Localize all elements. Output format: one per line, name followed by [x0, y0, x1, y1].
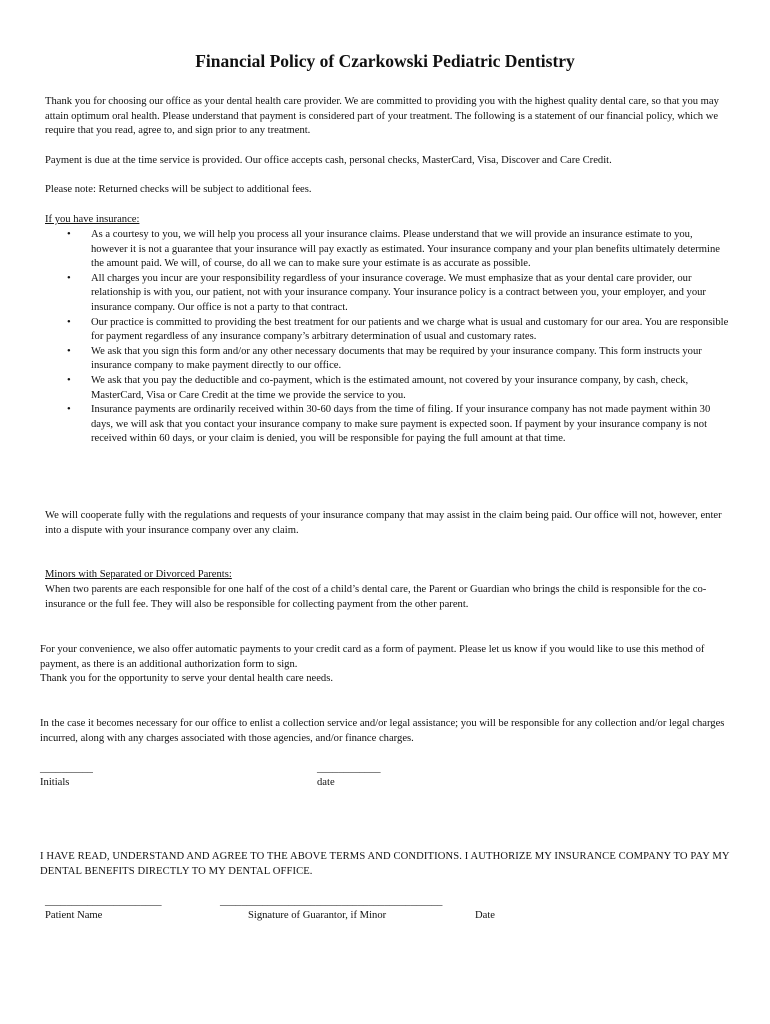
patient-name-label: Patient Name — [45, 910, 103, 921]
payment-due-paragraph: Payment is due at the time service is provided. Our office accepts cash, personal checks, MasterCard, Visa, Discover and Care Credit. — [45, 155, 612, 166]
cooperate-paragraph: We will cooperate fully with the regulations and requests of your insurance company that may assist in the claim being paid. Our office will not, however, enter into a dispute with your insurance company over any claim. — [45, 510, 722, 536]
signature-date-label: Date — [475, 910, 495, 921]
returned-checks-note: Please note: Returned checks will be subject to additional fees. — [45, 184, 312, 195]
guarantor-signature-label: Signature of Guarantor, if Minor — [248, 910, 387, 921]
page-title: Financial Policy of Czarkowski Pediatric Dentistry — [195, 51, 575, 71]
intro-paragraph: Thank you for choosing our office as your dental health care provider. We are committed to providing you with the highest quality dental care, so that you may attain optimum oral health. Please understand that payment is considered part of your treatment. The following is a statement of our financial policy, which we require that you read, agree to, and sign prior to any treatment. — [45, 96, 719, 137]
list-item-text: Our practice is committed to providing the best treatment for our patients and we charge what is usual and customary for our area. You are responsible for payment regardless of any insurance company’s arbitrary determination of usual and customary rates. — [91, 316, 729, 343]
bullet-icon: • — [67, 404, 71, 416]
initials-label: Initials — [40, 777, 70, 788]
bullet-icon: • — [67, 374, 71, 386]
thanks-line: Thank you for the opportunity to serve your dental health care needs. — [40, 673, 333, 684]
list-item — [45, 345, 730, 374]
agreement-statement: I HAVE READ, UNDERSTAND AND AGREE TO THE ABOVE TERMS AND CONDITIONS. I AUTHORIZE MY INSURANCE COMPANY TO PAY MY DENTAL BENEFITS DIRECTLY TO MY DENTAL OFFICE. — [40, 851, 730, 877]
list-item-text: Insurance payments are ordinarily received within 30-60 days from the time of filing. If your insurance company has not made payment within 30 days, we will ask that you contact your insurance company to make sure payment is expected soon. If payment by your insurance company is not received within 60 days, or your claim is denied, you will be responsible for paying the full amount at that time. — [91, 404, 711, 445]
minors-heading: Minors with Separated or Divorced Parents: — [45, 569, 232, 580]
collection-paragraph: In the case it becomes necessary for our office to enlist a collection service and/or legal assistance; you will be responsible for any collection and/or legal charges incurred, along with any charges associated with those agencies, and/or finance charges. — [40, 718, 725, 744]
list-item — [45, 374, 730, 403]
list-item-text: We ask that you sign this form and/or any other necessary documents that may be required by your insurance company. This form instructs your insurance company to make payment directly to our office. — [91, 345, 702, 372]
list-item-text: As a courtesy to you, we will help you process all your insurance claims. Please understand that we will provide an insurance estimate to you, however it is not a guarantee that your insurance will pay exactly as estimated. Your insurance company and your plan benefits ultimately determine the amount paid. We will, of course, do all we can to make sure your estimate is as accurate as possible. — [91, 229, 720, 270]
patient-name-line[interactable]: ______________________ — [45, 896, 162, 907]
minors-paragraph: When two parents are each responsible for one half of the cost of a child’s dental care, the Parent or Guardian who brings the child is responsible for the co-insurance or the full fee. They will also be responsible for collecting payment from the other parent. — [45, 584, 707, 610]
date-label: date — [317, 777, 335, 788]
initials-line[interactable]: __________ — [40, 763, 93, 774]
insurance-bullet-list — [45, 228, 730, 447]
bullet-icon: • — [67, 272, 71, 284]
insurance-heading: If you have insurance: — [45, 214, 140, 225]
date-line[interactable]: ____________ — [317, 763, 381, 774]
guarantor-signature-line[interactable]: __________________________________________ — [220, 896, 443, 907]
list-item-text: All charges you incur are your responsibility regardless of your insurance coverage. We must emphasize that as your dental care provider, our relationship is with you, our patient, not with your insurance company. Your insurance policy is a contract between you, your employer, and your insurance company. Our office is not a party to that contract. — [91, 272, 706, 313]
bullet-icon: • — [67, 345, 71, 357]
list-item — [45, 403, 730, 447]
list-item — [45, 316, 730, 345]
autopay-paragraph: For your convenience, we also offer automatic payments to your credit card as a form of payment. Please let us know if you would like to use this method of payment, as there is an additional authorization form to sign. — [40, 644, 705, 670]
list-item — [45, 228, 730, 272]
bullet-icon: • — [67, 316, 71, 328]
bullet-icon: • — [67, 229, 71, 240]
list-item-text: We ask that you pay the deductible and co-payment, which is the estimated amount, not covered by your insurance company, by cash, check, MasterCard, Visa or Care Credit at the time we provide the service to you. — [91, 374, 689, 401]
list-item — [45, 272, 730, 316]
